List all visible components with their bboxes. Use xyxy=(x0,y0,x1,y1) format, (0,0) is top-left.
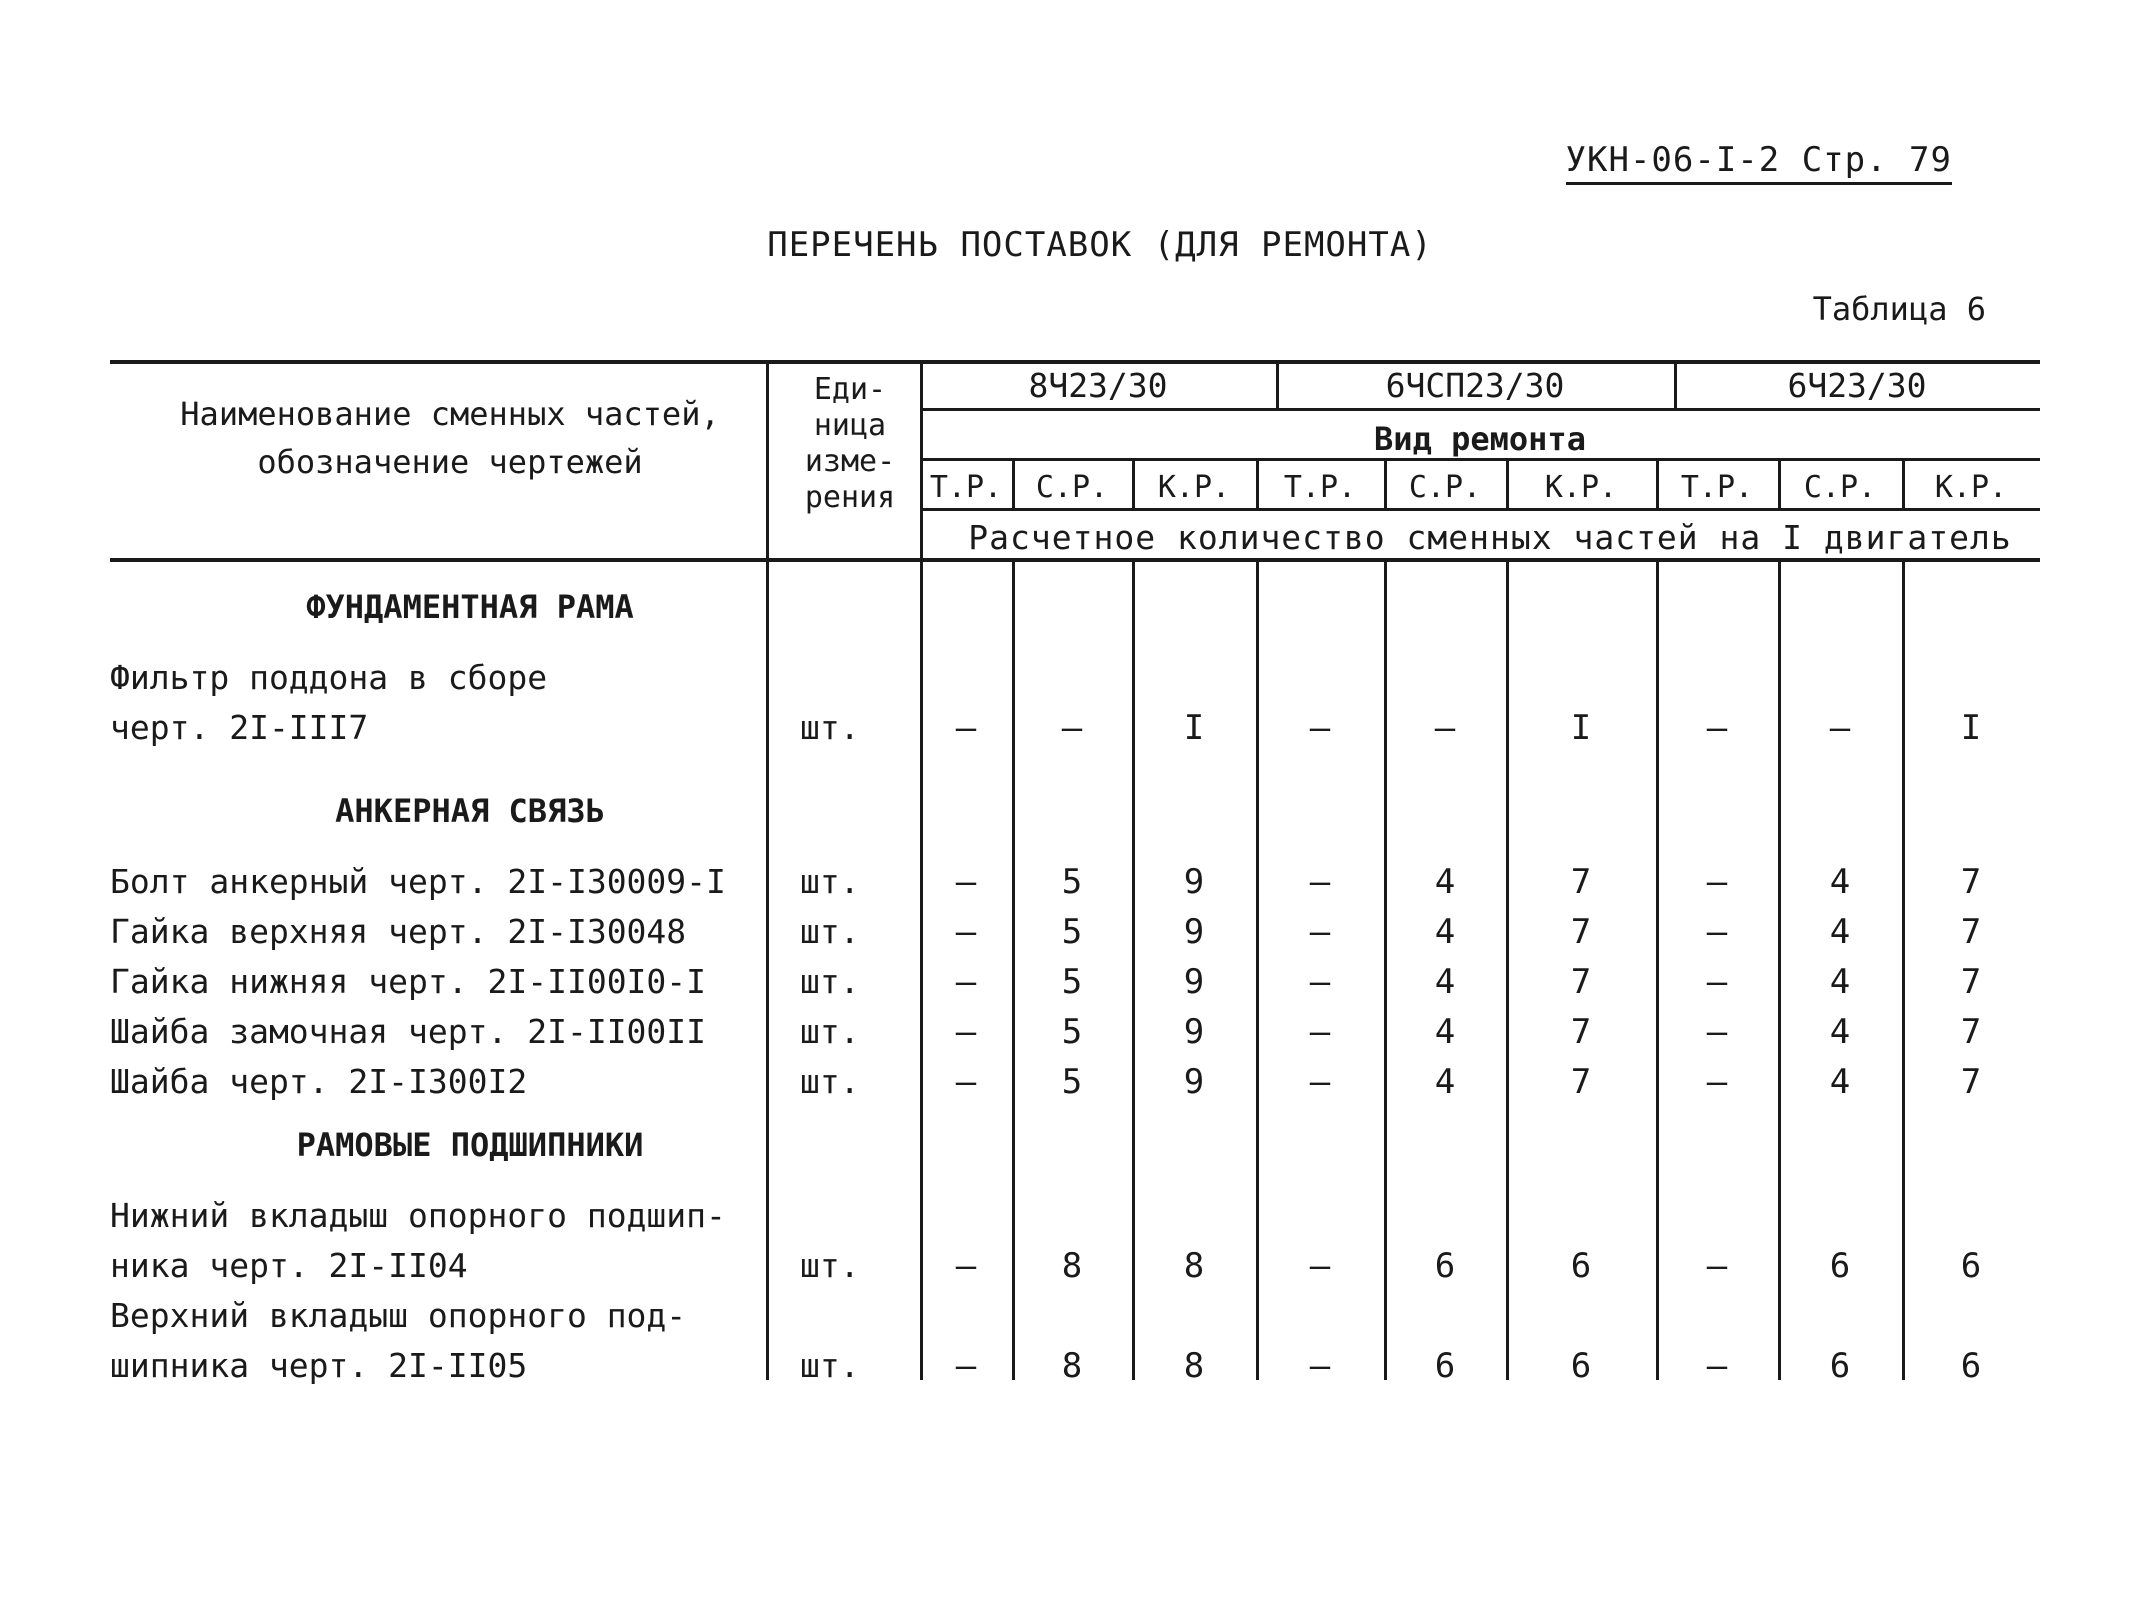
quantity-cell: – xyxy=(1706,1246,1728,1286)
quantity-cell: 9 xyxy=(1183,862,1205,902)
quantity-cell: 4 xyxy=(1829,962,1851,1002)
item-name: черт. 2I-III7 xyxy=(110,708,369,747)
repair-kind-rule xyxy=(920,508,2040,511)
quantity-cell: 5 xyxy=(1061,862,1083,902)
repair-kind-divider xyxy=(1012,460,1015,508)
section-title: АНКЕРНАЯ СВЯЗЬ xyxy=(335,792,605,830)
quantity-cell: 4 xyxy=(1829,862,1851,902)
quantity-cell: 8 xyxy=(1183,1246,1205,1286)
item-unit: шт. xyxy=(800,862,860,901)
repair-kind-label: Т.Р. xyxy=(929,470,1003,505)
quantity-cell: 7 xyxy=(1960,1062,1982,1102)
name-header xyxy=(140,390,760,486)
item-name: шипника черт. 2I-II05 xyxy=(110,1346,528,1385)
quantity-cell: 6 xyxy=(1434,1346,1456,1386)
quantity-cell: – xyxy=(955,1246,977,1286)
unit-header-line: Еди- xyxy=(813,372,887,407)
item-name: Болт анкерный черт. 2I-I30009-I xyxy=(110,862,726,901)
quantity-cell: 7 xyxy=(1570,1062,1592,1102)
item-name: Шайба черт. 2I-I300I2 xyxy=(110,1062,528,1101)
quantity-cell: 5 xyxy=(1061,912,1083,952)
quantity-cell: 4 xyxy=(1434,962,1456,1002)
quantity-cell: – xyxy=(955,708,977,748)
quantity-cell: – xyxy=(955,962,977,1002)
calc-caption: Расчетное количество сменных частей на I двигатель xyxy=(968,518,2012,557)
repair-kind-divider xyxy=(1384,460,1387,508)
repair-kind-label: Т.Р. xyxy=(1283,470,1357,505)
repair-kind-divider xyxy=(1656,460,1659,508)
quantity-cell: 9 xyxy=(1183,1012,1205,1052)
repair-kind-label: С.Р. xyxy=(1803,470,1877,505)
quantity-cell: 4 xyxy=(1434,1012,1456,1052)
unit-header-line: ница xyxy=(813,408,887,443)
quantity-cell: 8 xyxy=(1061,1346,1083,1386)
repair-kind-divider xyxy=(1256,460,1259,508)
quantity-cell: 7 xyxy=(1960,962,1982,1002)
repair-kind-label: К.Р. xyxy=(1544,470,1618,505)
quantity-cell: 8 xyxy=(1061,1246,1083,1286)
quantity-cell: – xyxy=(1309,962,1331,1002)
engine-label: 6Ч23/30 xyxy=(1787,366,1927,405)
name-header-line1: Наименование сменных частей, xyxy=(180,395,720,433)
supply-table xyxy=(110,360,2040,1386)
quantity-cell: 6 xyxy=(1570,1346,1592,1386)
engine-label: 6ЧСП23/30 xyxy=(1385,366,1565,405)
section-title: ФУНДАМЕНТНАЯ РАМА xyxy=(306,588,634,626)
repair-type-header: Вид ремонта xyxy=(1374,420,1586,458)
quantity-cell: 8 xyxy=(1183,1346,1205,1386)
quantity-cell: I xyxy=(1570,708,1592,748)
quantity-cell: 9 xyxy=(1183,1062,1205,1102)
item-name: Нижний вкладыш опорного подшип- xyxy=(110,1196,726,1235)
section-title: РАМОВЫЕ ПОДШИПНИКИ xyxy=(296,1126,644,1164)
item-unit: шт. xyxy=(800,1346,860,1385)
repair-kind-divider xyxy=(1132,460,1135,508)
engine-label: 8Ч23/30 xyxy=(1028,366,1168,405)
item-unit: шт. xyxy=(800,708,860,747)
quantity-cell: 7 xyxy=(1570,912,1592,952)
quantity-cell: – xyxy=(955,1062,977,1102)
quantity-cell: 4 xyxy=(1829,1062,1851,1102)
item-unit: шт. xyxy=(800,962,860,1001)
quantity-cell: 6 xyxy=(1570,1246,1592,1286)
quantity-cell: – xyxy=(1309,1062,1331,1102)
repair-kind-label: С.Р. xyxy=(1408,470,1482,505)
unit-header-line: рения xyxy=(804,480,896,515)
quantity-cell: 6 xyxy=(1829,1346,1851,1386)
quantity-cell: – xyxy=(1309,912,1331,952)
quantity-cell: – xyxy=(955,862,977,902)
quantity-cell: 7 xyxy=(1570,862,1592,902)
repair-kind-label: К.Р. xyxy=(1934,470,2008,505)
quantity-cell: – xyxy=(955,1346,977,1386)
quantity-cell: – xyxy=(1706,1346,1728,1386)
doc-code: УКН-06-I-2 Стр. 79 xyxy=(1566,140,1952,185)
quantity-cell: – xyxy=(1706,962,1728,1002)
quantity-cell: – xyxy=(1706,862,1728,902)
item-name: Шайба замочная черт. 2I-II00II xyxy=(110,1012,707,1051)
repair-kind-label: К.Р. xyxy=(1157,470,1231,505)
quantity-cell: 5 xyxy=(1061,1012,1083,1052)
quantity-cell: 7 xyxy=(1960,862,1982,902)
header-bottom-rule xyxy=(110,558,2040,562)
quantity-cell: – xyxy=(1706,1062,1728,1102)
repair-kind-label: С.Р. xyxy=(1035,470,1109,505)
quantity-cell: – xyxy=(1829,708,1851,748)
quantity-cell: 6 xyxy=(1960,1246,1982,1286)
quantity-cell: – xyxy=(955,1012,977,1052)
item-unit: шт. xyxy=(800,1062,860,1101)
quantity-cell: – xyxy=(1309,708,1331,748)
quantity-cell: 7 xyxy=(1960,1012,1982,1052)
quantity-cell: 4 xyxy=(1434,862,1456,902)
quantity-cell: 7 xyxy=(1960,912,1982,952)
item-name: Фильтр поддона в сборе xyxy=(110,658,548,697)
quantity-cell: 7 xyxy=(1570,1012,1592,1052)
quantity-cell: – xyxy=(1309,862,1331,902)
quantity-cell: 4 xyxy=(1434,912,1456,952)
quantity-cell: – xyxy=(1706,708,1728,748)
item-unit: шт. xyxy=(800,1012,860,1051)
item-unit: шт. xyxy=(800,912,860,951)
quantity-cell: 4 xyxy=(1829,1012,1851,1052)
quantity-cell: – xyxy=(1706,1012,1728,1052)
quantity-cell: 5 xyxy=(1061,962,1083,1002)
quantity-cell: 6 xyxy=(1960,1346,1982,1386)
name-header-line2: обозначение чертежей xyxy=(257,443,643,481)
repair-kind-divider xyxy=(1778,460,1781,508)
unit-left-rule xyxy=(766,364,769,1380)
quantity-cell: 7 xyxy=(1570,962,1592,1002)
item-name: Гайка верхняя черт. 2I-I30048 xyxy=(110,912,687,951)
quantity-cell: – xyxy=(1309,1246,1331,1286)
item-name: Гайка нижняя черт. 2I-II00I0-I xyxy=(110,962,707,1001)
unit-header xyxy=(790,372,910,516)
quantity-cell: 6 xyxy=(1434,1246,1456,1286)
quantity-cell: – xyxy=(955,912,977,952)
item-name: Верхний вкладыш опорного под- xyxy=(110,1296,687,1335)
quantity-cell: 6 xyxy=(1829,1246,1851,1286)
unit-header-line: изме- xyxy=(804,444,896,479)
repair-kind-divider xyxy=(1902,460,1905,508)
table-label: Таблица 6 xyxy=(1812,290,1986,328)
table-top-rule xyxy=(110,360,2040,364)
repair-kind-divider xyxy=(1506,460,1509,508)
quantity-cell: – xyxy=(1309,1012,1331,1052)
quantity-cell: I xyxy=(1183,708,1205,748)
quantity-cell: I xyxy=(1960,708,1982,748)
quantity-cell: 4 xyxy=(1829,912,1851,952)
quantity-cell: 4 xyxy=(1434,1062,1456,1102)
item-unit: шт. xyxy=(800,1246,860,1285)
repair-kind-label: Т.Р. xyxy=(1680,470,1754,505)
engine-rule xyxy=(920,408,2040,411)
quantity-cell: – xyxy=(1061,708,1083,748)
item-name: ника черт. 2I-II04 xyxy=(110,1246,468,1285)
quantity-cell: 5 xyxy=(1061,1062,1083,1102)
repair-type-rule xyxy=(920,458,2040,461)
page-title: ПЕРЕЧЕНЬ ПОСТАВОК (ДЛЯ РЕМОНТА) xyxy=(767,225,1433,265)
quantity-cell: 9 xyxy=(1183,962,1205,1002)
quantity-cell: – xyxy=(1706,912,1728,952)
quantity-cell: 9 xyxy=(1183,912,1205,952)
quantity-cell: – xyxy=(1309,1346,1331,1386)
quantity-cell: – xyxy=(1434,708,1456,748)
